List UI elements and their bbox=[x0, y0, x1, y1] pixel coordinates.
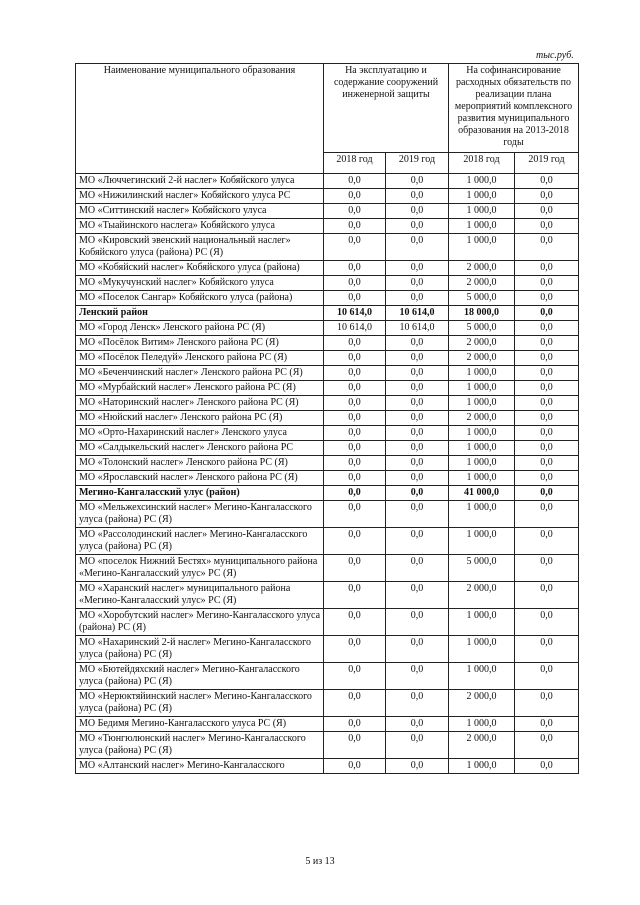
amount-cell: 0,0 bbox=[515, 441, 579, 456]
amount-cell: 0,0 bbox=[515, 609, 579, 636]
amount-cell: 0,0 bbox=[324, 555, 386, 582]
amount-cell: 1 000,0 bbox=[449, 204, 515, 219]
amount-cell: 0,0 bbox=[324, 528, 386, 555]
amount-cell: 0,0 bbox=[324, 471, 386, 486]
amount-cell: 0,0 bbox=[386, 411, 449, 426]
table-row bbox=[76, 441, 579, 456]
amount-cell: 0,0 bbox=[515, 732, 579, 759]
amount-cell: 0,0 bbox=[324, 261, 386, 276]
amount-cell: 0,0 bbox=[324, 276, 386, 291]
amount-cell: 0,0 bbox=[386, 366, 449, 381]
table-row bbox=[76, 732, 579, 759]
amount-cell: 0,0 bbox=[386, 396, 449, 411]
amount-cell: 0,0 bbox=[515, 174, 579, 189]
amount-cell: 0,0 bbox=[386, 351, 449, 366]
municipality-name: МО «Ярославский наслег» Ленского района РС (Я) bbox=[76, 471, 324, 486]
table-body bbox=[76, 174, 579, 774]
amount-cell: 0,0 bbox=[324, 732, 386, 759]
amount-cell: 0,0 bbox=[386, 381, 449, 396]
municipality-name: МО «Хоробутский наслег» Мегино-Кангаласского улуса (района) РС (Я) bbox=[76, 609, 324, 636]
amount-cell: 0,0 bbox=[386, 336, 449, 351]
amount-cell: 0,0 bbox=[515, 486, 579, 501]
amount-cell: 10 614,0 bbox=[324, 321, 386, 336]
municipality-name: МО «Поселок Сангар» Кобяйского улуса (района) bbox=[76, 291, 324, 306]
table-row bbox=[76, 321, 579, 336]
amount-cell: 1 000,0 bbox=[449, 174, 515, 189]
amount-cell: 5 000,0 bbox=[449, 555, 515, 582]
header-group-maintenance: На эксплуатацию и содержание сооружений инженерной защиты bbox=[324, 64, 449, 153]
header-year: 2019 год bbox=[386, 153, 449, 174]
table-row bbox=[76, 234, 579, 261]
amount-cell: 0,0 bbox=[324, 636, 386, 663]
amount-cell: 0,0 bbox=[324, 366, 386, 381]
amount-cell: 0,0 bbox=[324, 582, 386, 609]
amount-cell: 0,0 bbox=[515, 717, 579, 732]
amount-cell: 0,0 bbox=[515, 261, 579, 276]
amount-cell: 1 000,0 bbox=[449, 501, 515, 528]
amount-cell: 10 614,0 bbox=[386, 306, 449, 321]
amount-cell: 41 000,0 bbox=[449, 486, 515, 501]
municipality-name: МО «Харанский наслег» муниципального района «Мегино-Кангаласский улус» РС (Я) bbox=[76, 582, 324, 609]
amount-cell: 0,0 bbox=[324, 381, 386, 396]
municipality-name: МО «Ситтинский наслег» Кобяйского улуса bbox=[76, 204, 324, 219]
amount-cell: 0,0 bbox=[515, 366, 579, 381]
amount-cell: 0,0 bbox=[515, 411, 579, 426]
amount-cell: 0,0 bbox=[324, 501, 386, 528]
table-row bbox=[76, 582, 579, 609]
amount-cell: 0,0 bbox=[386, 501, 449, 528]
table-row bbox=[76, 486, 579, 501]
amount-cell: 0,0 bbox=[515, 204, 579, 219]
amount-cell: 0,0 bbox=[515, 321, 579, 336]
amount-cell: 0,0 bbox=[515, 306, 579, 321]
amount-cell: 0,0 bbox=[386, 759, 449, 774]
page-number: 5 из 13 bbox=[305, 856, 335, 867]
amount-cell: 0,0 bbox=[324, 441, 386, 456]
table-row bbox=[76, 501, 579, 528]
amount-cell: 1 000,0 bbox=[449, 441, 515, 456]
municipality-name: МО «Мурбайский наслег» Ленского района РС (Я) bbox=[76, 381, 324, 396]
municipality-name: МО «Орто-Нахаринский наслег» Ленского улуса bbox=[76, 426, 324, 441]
amount-cell: 0,0 bbox=[324, 759, 386, 774]
amount-cell: 2 000,0 bbox=[449, 276, 515, 291]
amount-cell: 0,0 bbox=[386, 528, 449, 555]
municipality-name: МО «Нахаринский 2-й наслег» Мегино-Кангаласского улуса (района) РС (Я) bbox=[76, 636, 324, 663]
amount-cell: 1 000,0 bbox=[449, 219, 515, 234]
amount-cell: 0,0 bbox=[324, 663, 386, 690]
table-row bbox=[76, 219, 579, 234]
funding-table bbox=[75, 63, 579, 774]
amount-cell: 2 000,0 bbox=[449, 351, 515, 366]
amount-cell: 0,0 bbox=[515, 234, 579, 261]
amount-cell: 0,0 bbox=[386, 276, 449, 291]
amount-cell: 0,0 bbox=[515, 396, 579, 411]
amount-cell: 0,0 bbox=[515, 759, 579, 774]
amount-cell: 0,0 bbox=[386, 291, 449, 306]
table-row bbox=[76, 636, 579, 663]
amount-cell: 0,0 bbox=[386, 486, 449, 501]
header-name-col: Наименование муниципального образования bbox=[76, 64, 324, 174]
amount-cell: 0,0 bbox=[324, 690, 386, 717]
amount-cell: 1 000,0 bbox=[449, 471, 515, 486]
amount-cell: 0,0 bbox=[515, 426, 579, 441]
table-row bbox=[76, 261, 579, 276]
amount-cell: 1 000,0 bbox=[449, 366, 515, 381]
amount-cell: 1 000,0 bbox=[449, 636, 515, 663]
amount-cell: 0,0 bbox=[324, 351, 386, 366]
municipality-name: МО «Кобяйский наслег» Кобяйского улуса (района) bbox=[76, 261, 324, 276]
municipality-name: МО «Кировский эвенский национальный наслег» Кобяйского улуса (района) РС (Я) bbox=[76, 234, 324, 261]
amount-cell: 0,0 bbox=[386, 426, 449, 441]
municipality-name: МО «Тыайинского наслега» Кобяйского улуса bbox=[76, 219, 324, 234]
table-row bbox=[76, 528, 579, 555]
table-row bbox=[76, 174, 579, 189]
amount-cell: 18 000,0 bbox=[449, 306, 515, 321]
municipality-name: МО «Город Ленск» Ленского района РС (Я) bbox=[76, 321, 324, 336]
table-row bbox=[76, 555, 579, 582]
amount-cell: 1 000,0 bbox=[449, 189, 515, 204]
municipality-name: МО «Посёлок Пеледуй» Ленского района РС (Я) bbox=[76, 351, 324, 366]
municipality-name: МО «Люччегинский 2-й наслег» Кобяйского улуса bbox=[76, 174, 324, 189]
amount-cell: 1 000,0 bbox=[449, 426, 515, 441]
amount-cell: 0,0 bbox=[324, 426, 386, 441]
amount-cell: 0,0 bbox=[386, 609, 449, 636]
table-row bbox=[76, 276, 579, 291]
municipality-name: МО «Нерюктяйинский наслег» Мегино-Кангаласского улуса (района) РС (Я) bbox=[76, 690, 324, 717]
amount-cell: 1 000,0 bbox=[449, 717, 515, 732]
table-row bbox=[76, 690, 579, 717]
amount-cell: 0,0 bbox=[515, 381, 579, 396]
municipality-name: МО «Нижилинский наслег» Кобяйского улуса РС bbox=[76, 189, 324, 204]
amount-cell: 0,0 bbox=[386, 456, 449, 471]
municipality-name: МО «Тюнгюлюнский наслег» Мегино-Кангаласского улуса (района) РС (Я) bbox=[76, 732, 324, 759]
amount-cell: 0,0 bbox=[324, 456, 386, 471]
table-row bbox=[76, 204, 579, 219]
header-group-cofinancing: На софинансирование расходных обязательств по реализации плана мероприятий комплексного развития муниципального образования на 2013-2018 годы bbox=[449, 64, 579, 153]
amount-cell: 2 000,0 bbox=[449, 582, 515, 609]
table-row bbox=[76, 411, 579, 426]
amount-cell: 0,0 bbox=[386, 219, 449, 234]
amount-cell: 0,0 bbox=[515, 690, 579, 717]
amount-cell: 0,0 bbox=[515, 582, 579, 609]
municipality-name: МО «Посёлок Витим» Ленского района РС (Я) bbox=[76, 336, 324, 351]
amount-cell: 0,0 bbox=[324, 174, 386, 189]
municipality-name: МО «Мукучунский наслег» Кобяйского улуса bbox=[76, 276, 324, 291]
amount-cell: 0,0 bbox=[324, 396, 386, 411]
amount-cell: 1 000,0 bbox=[449, 609, 515, 636]
amount-cell: 0,0 bbox=[386, 663, 449, 690]
amount-cell: 0,0 bbox=[515, 501, 579, 528]
table-row bbox=[76, 396, 579, 411]
table-row bbox=[76, 471, 579, 486]
amount-cell: 0,0 bbox=[386, 174, 449, 189]
amount-cell: 0,0 bbox=[324, 189, 386, 204]
amount-cell: 2 000,0 bbox=[449, 732, 515, 759]
municipality-name: МО «поселок Нижний Бестях» муниципального района «Мегино-Кангаласский улус» РС (Я) bbox=[76, 555, 324, 582]
table-row bbox=[76, 426, 579, 441]
table-row bbox=[76, 456, 579, 471]
header-year: 2019 год bbox=[515, 153, 579, 174]
amount-cell: 1 000,0 bbox=[449, 456, 515, 471]
amount-cell: 0,0 bbox=[386, 234, 449, 261]
amount-cell: 0,0 bbox=[515, 528, 579, 555]
amount-cell: 0,0 bbox=[324, 336, 386, 351]
municipality-name: МО «Беченчинский наслег» Ленского района РС (Я) bbox=[76, 366, 324, 381]
table-row bbox=[76, 381, 579, 396]
table-row bbox=[76, 717, 579, 732]
municipality-name: МО Бедимя Мегино-Кангаласского улуса РС (Я) bbox=[76, 717, 324, 732]
amount-cell: 5 000,0 bbox=[449, 321, 515, 336]
amount-cell: 10 614,0 bbox=[324, 306, 386, 321]
amount-cell: 0,0 bbox=[386, 441, 449, 456]
table-row bbox=[76, 759, 579, 774]
municipality-name: МО «Наторинский наслег» Ленского района РС (Я) bbox=[76, 396, 324, 411]
amount-cell: 0,0 bbox=[324, 717, 386, 732]
table-row bbox=[76, 609, 579, 636]
amount-cell: 0,0 bbox=[386, 204, 449, 219]
amount-cell: 0,0 bbox=[515, 336, 579, 351]
table-row bbox=[76, 336, 579, 351]
amount-cell: 0,0 bbox=[324, 486, 386, 501]
municipality-name: МО «Алтанский наслег» Мегино-Кангаласского bbox=[76, 759, 324, 774]
amount-cell: 2 000,0 bbox=[449, 261, 515, 276]
amount-cell: 1 000,0 bbox=[449, 234, 515, 261]
table-row bbox=[76, 306, 579, 321]
amount-cell: 0,0 bbox=[515, 555, 579, 582]
table-row bbox=[76, 189, 579, 204]
municipality-name: МО «Нюйский наслег» Ленского района РС (Я) bbox=[76, 411, 324, 426]
amount-cell: 2 000,0 bbox=[449, 411, 515, 426]
table-row bbox=[76, 291, 579, 306]
units-label: тыс.руб. bbox=[536, 50, 574, 61]
amount-cell: 1 000,0 bbox=[449, 396, 515, 411]
amount-cell: 0,0 bbox=[515, 189, 579, 204]
amount-cell: 0,0 bbox=[386, 732, 449, 759]
amount-cell: 0,0 bbox=[515, 219, 579, 234]
amount-cell: 5 000,0 bbox=[449, 291, 515, 306]
amount-cell: 0,0 bbox=[324, 291, 386, 306]
municipality-name: МО «Рассолодинский наслег» Мегино-Кангаласского улуса (района) РС (Я) bbox=[76, 528, 324, 555]
municipality-name: Ленский район bbox=[76, 306, 324, 321]
amount-cell: 2 000,0 bbox=[449, 336, 515, 351]
amount-cell: 1 000,0 bbox=[449, 381, 515, 396]
header-year: 2018 год bbox=[449, 153, 515, 174]
amount-cell: 0,0 bbox=[386, 261, 449, 276]
amount-cell: 0,0 bbox=[324, 411, 386, 426]
amount-cell: 0,0 bbox=[386, 189, 449, 204]
municipality-name: Мегино-Кангаласский улус (район) bbox=[76, 486, 324, 501]
amount-cell: 0,0 bbox=[515, 663, 579, 690]
amount-cell: 0,0 bbox=[515, 351, 579, 366]
amount-cell: 0,0 bbox=[515, 276, 579, 291]
table-row bbox=[76, 351, 579, 366]
municipality-name: МО «Толонский наслег» Ленского района РС (Я) bbox=[76, 456, 324, 471]
amount-cell: 1 000,0 bbox=[449, 663, 515, 690]
amount-cell: 0,0 bbox=[386, 582, 449, 609]
municipality-name: МО «Мельжехсинский наслег» Мегино-Кангаласского улуса (района) РС (Я) bbox=[76, 501, 324, 528]
amount-cell: 0,0 bbox=[324, 609, 386, 636]
amount-cell: 0,0 bbox=[386, 555, 449, 582]
amount-cell: 0,0 bbox=[324, 234, 386, 261]
municipality-name: МО «Салдыкельский наслег» Ленского района РС bbox=[76, 441, 324, 456]
amount-cell: 0,0 bbox=[515, 471, 579, 486]
amount-cell: 0,0 bbox=[324, 219, 386, 234]
amount-cell: 1 000,0 bbox=[449, 528, 515, 555]
amount-cell: 10 614,0 bbox=[386, 321, 449, 336]
amount-cell: 0,0 bbox=[515, 636, 579, 663]
amount-cell: 0,0 bbox=[324, 204, 386, 219]
table-row bbox=[76, 366, 579, 381]
table-row bbox=[76, 663, 579, 690]
amount-cell: 0,0 bbox=[515, 291, 579, 306]
amount-cell: 2 000,0 bbox=[449, 690, 515, 717]
amount-cell: 0,0 bbox=[386, 690, 449, 717]
amount-cell: 1 000,0 bbox=[449, 759, 515, 774]
amount-cell: 0,0 bbox=[386, 471, 449, 486]
header-year: 2018 год bbox=[324, 153, 386, 174]
amount-cell: 0,0 bbox=[386, 717, 449, 732]
amount-cell: 0,0 bbox=[515, 456, 579, 471]
amount-cell: 0,0 bbox=[386, 636, 449, 663]
municipality-name: МО «Бютейдяхский наслег» Мегино-Кангаласского улуса (района) РС (Я) bbox=[76, 663, 324, 690]
